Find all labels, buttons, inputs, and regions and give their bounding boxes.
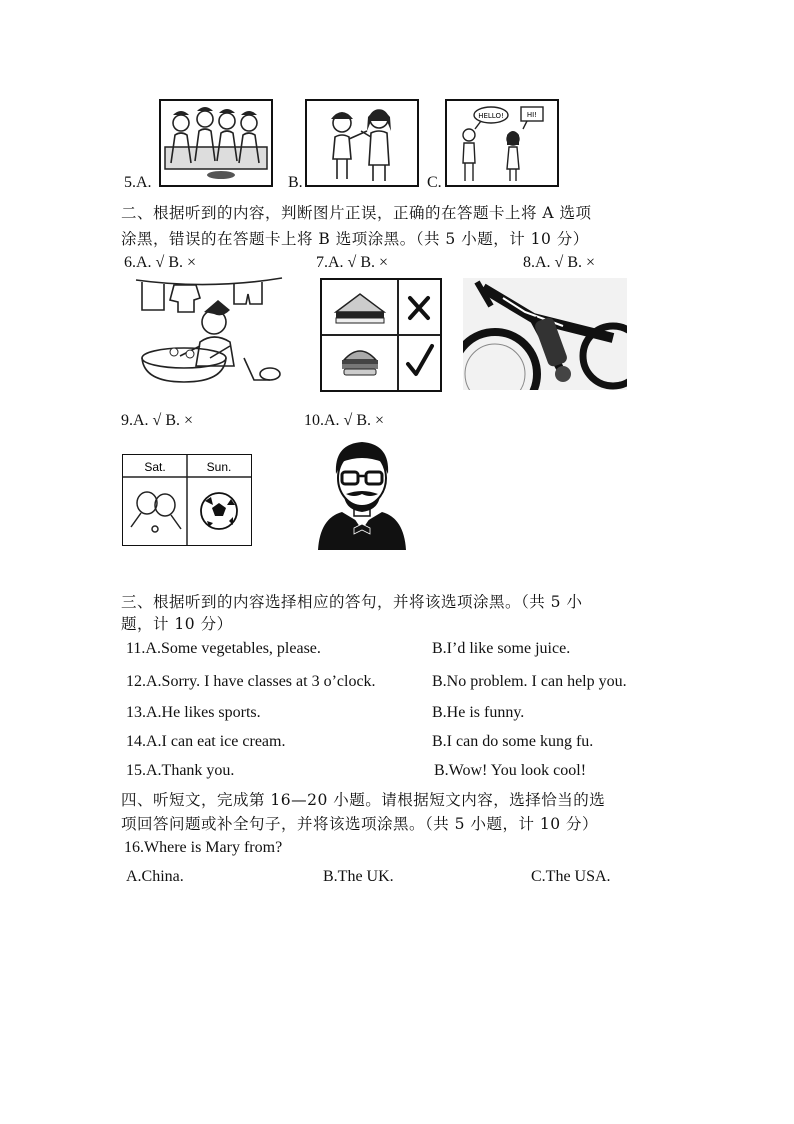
section4-instructions-line1: 四、听短文，完成第 16—20 小题。请根据短文内容，选择恰当的选: [121, 791, 606, 809]
q13-option-a: 13.A.He likes sports.: [126, 704, 261, 721]
q11-option-a: 11.A.Some vegetables, please.: [126, 640, 321, 657]
hello-bubble-text: HELLO!: [478, 112, 504, 120]
hamburger-icon: [342, 351, 378, 375]
sandwich-icon: [336, 294, 384, 323]
q7-options: 7.A. √ B. ×: [316, 254, 389, 271]
hi-bubble-text: HI!: [526, 111, 538, 119]
boy-girl-saying-hello-illustration: [447, 101, 557, 185]
q16-option-b: B.The UK.: [323, 868, 394, 885]
q7-picture: [320, 278, 442, 392]
q16-question: 16.Where is Mary from?: [124, 839, 283, 856]
q11-option-b: B.I’d like some juice.: [432, 640, 571, 657]
section3-instructions-line1: 三、根据听到的内容选择相应的答句，并将该选项涂黑。（共 5 小: [121, 593, 583, 611]
q12-option-a: 12.A.Sorry. I have classes at 3 o’clock.: [126, 673, 376, 690]
washing-clothes-illustration: [134, 270, 284, 390]
q14-option-b: B.I can do some kung fu.: [432, 733, 594, 750]
q5-label-a: 5.A.: [124, 174, 152, 191]
q8-picture: [463, 278, 627, 390]
q8-options: 8.A. √ B. ×: [523, 254, 596, 271]
man-with-glasses-illustration: [316, 438, 408, 550]
q5-picture-b: [305, 99, 419, 187]
q5-label-b: B.: [288, 174, 303, 191]
section2-instructions-line2: 涂黑，错误的在答题卡上将 B 选项涂黑。（共 5 小题，计 10 分）: [121, 230, 589, 248]
friends-sitting-illustration: [161, 101, 271, 185]
q6-picture: [134, 270, 284, 390]
girl-greeting-woman-illustration: [307, 101, 417, 185]
q13-option-b: B.He is funny.: [432, 704, 525, 721]
q6-options: 6.A. √ B. ×: [124, 254, 197, 271]
section4-instructions-line2: 项回答问题或补全句子，并将该选项涂黑。（共 5 小题，计 10 分）: [121, 815, 599, 833]
q14-option-a: 14.A.I can eat ice cream.: [126, 733, 286, 750]
ping-pong-icon: [131, 492, 181, 532]
cross-mark-icon: [410, 298, 428, 318]
q15-option-b: B.Wow! You look cool!: [434, 762, 587, 779]
q16-option-c: C.The USA.: [531, 868, 611, 885]
section3-instructions-line2: 题，计 10 分）: [121, 615, 233, 633]
sandwich-burger-grid: [322, 280, 440, 390]
section2-instructions-line1: 二、根据听到的内容，判断图片正误，正确的在答题卡上将 A 选项: [121, 204, 592, 222]
q9-options: 9.A. √ B. ×: [121, 412, 194, 429]
bicycle-photo: [463, 278, 627, 390]
q9-picture: [122, 454, 252, 546]
q5-picture-a: [159, 99, 273, 187]
q15-option-a: 15.A.Thank you.: [126, 762, 235, 779]
table-header-sun: Sun.: [206, 460, 232, 474]
q12-option-b: B.No problem. I can help you.: [432, 673, 627, 690]
football-icon: [201, 493, 237, 529]
check-mark-icon: [408, 346, 432, 374]
q10-picture: [316, 438, 408, 550]
q10-options: 10.A. √ B. ×: [304, 412, 385, 429]
q16-option-a: A.China.: [126, 868, 184, 885]
q5-label-c: C.: [427, 174, 442, 191]
weekend-activity-table: [123, 455, 251, 545]
table-header-sat: Sat.: [144, 460, 166, 474]
q5-picture-c: [445, 99, 559, 187]
